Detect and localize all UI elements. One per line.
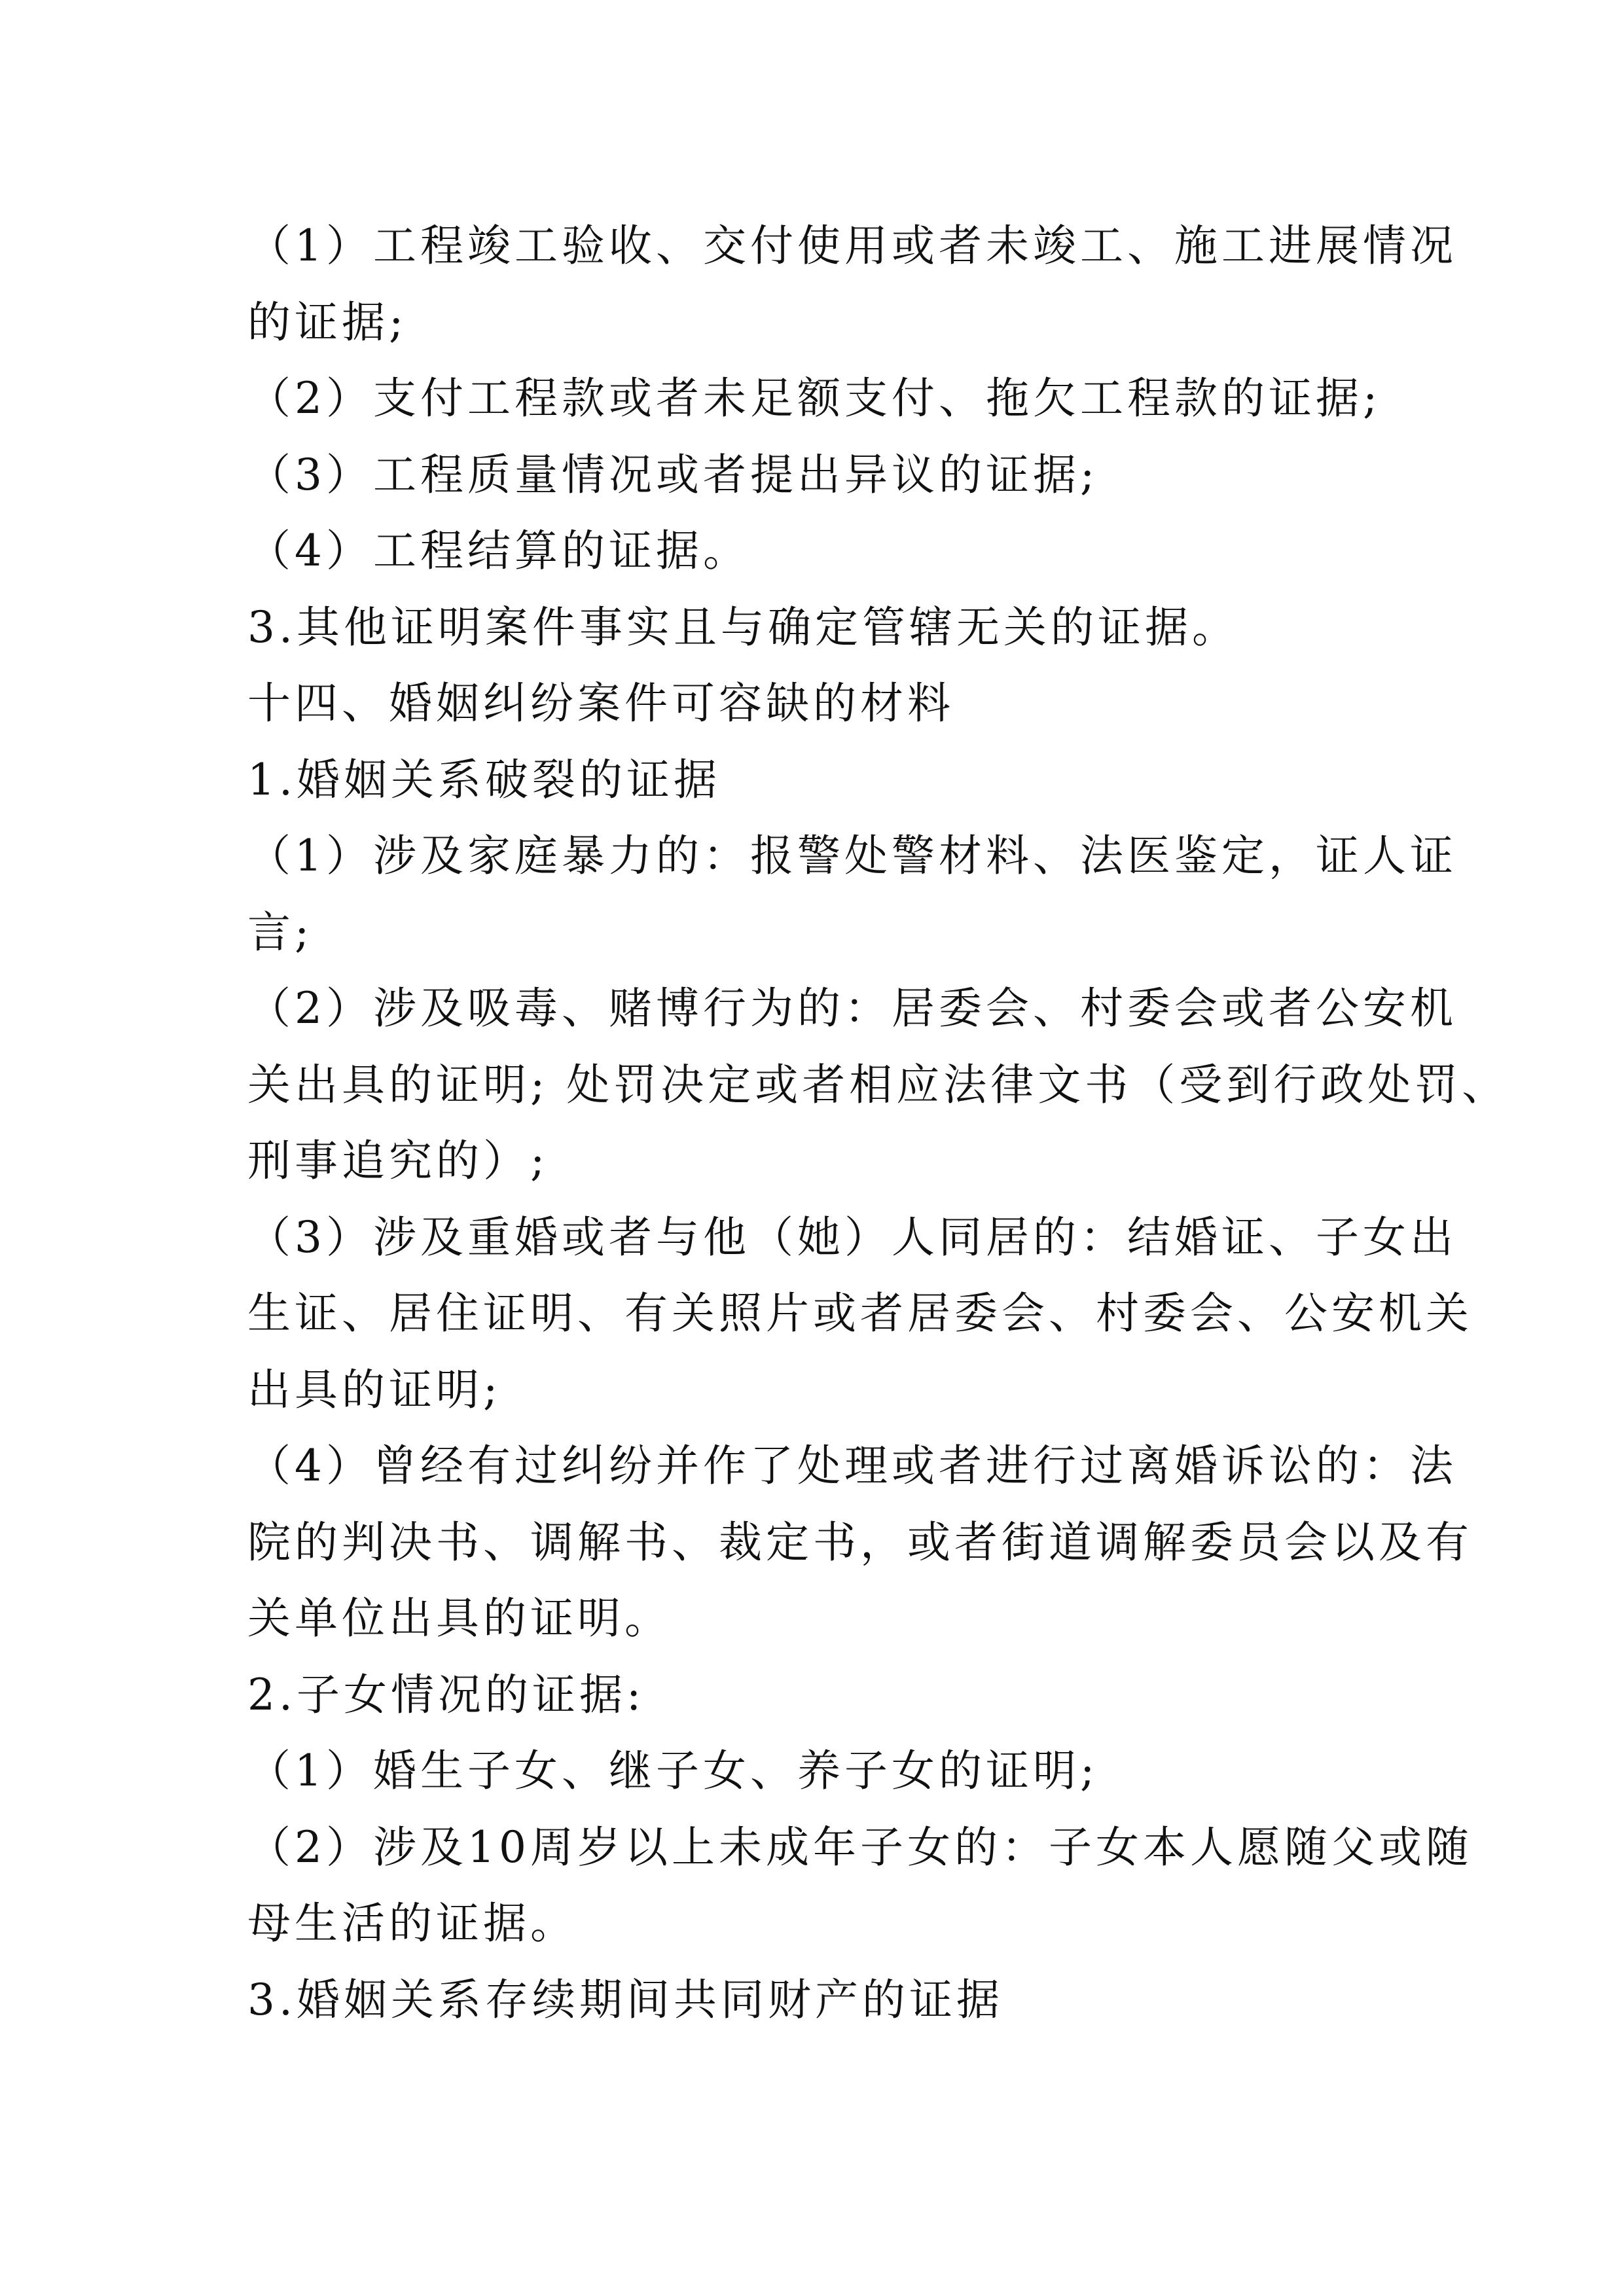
- text-line: （1）工程竣工验收、交付使用或者未竣工、施工进展情况: [247, 221, 1457, 271]
- document-body: [247, 208, 1509, 2038]
- text-line: （2）支付工程款或者未足额支付、拖欠工程款的证据;: [247, 373, 1382, 423]
- text-line: 3.其他证明案件事实且与确定管辖无关的证据。: [247, 601, 1239, 653]
- text-line: 院的判决书、调解书、裁定书，或者街道调解委员会以及有: [247, 1516, 1473, 1568]
- text-line: （1）涉及家庭暴力的：报警处警材料、法医鉴定，证人证: [247, 831, 1457, 881]
- text-line: （3）涉及重婚或者与他（她）人同居的：结婚证、子女出: [247, 1211, 1457, 1263]
- text-line: 言;: [247, 906, 314, 958]
- text-line: 生证、居住证明、有关照片或者居委会、村委会、公安机关: [247, 1288, 1473, 1338]
- text-line: （1）婚生子女、继子女、养子女的证明;: [247, 1746, 1099, 1796]
- text-line: 3.婚姻关系存续期间共同财产的证据: [247, 1974, 1003, 2025]
- text-line: （4）曾经有过纠纷并作了处理或者进行过离婚诉讼的：法: [247, 1441, 1457, 1491]
- text-line: 母生活的证据。: [247, 1898, 577, 1948]
- text-line: 1.婚姻关系破裂的证据: [247, 754, 721, 805]
- text-line: （3）工程质量情况或者提出异议的证据;: [247, 449, 1099, 500]
- text-line: 2.子女情况的证据:: [247, 1669, 645, 1720]
- text-line: （2）涉及10周岁以上未成年子女的：子女本人愿随父或随: [247, 1821, 1473, 1873]
- text-line: 刑事追究的）;: [247, 1136, 549, 1186]
- text-line: 关出具的证明; 处罚决定或者相应法律文书（受到行政处罚、: [247, 1059, 1509, 1110]
- text-line: 关单位出具的证明。: [247, 1593, 672, 1643]
- text-line: （2）涉及吸毒、赌博行为的：居委会、村委会或者公安机: [247, 983, 1457, 1033]
- text-line: 出具的证明;: [247, 1364, 502, 1415]
- text-line: （4）工程结算的证据。: [247, 526, 750, 576]
- section-heading: 十四、婚姻纠纷案件可容缺的材料: [247, 678, 954, 728]
- text-line: 的证据;: [247, 296, 408, 348]
